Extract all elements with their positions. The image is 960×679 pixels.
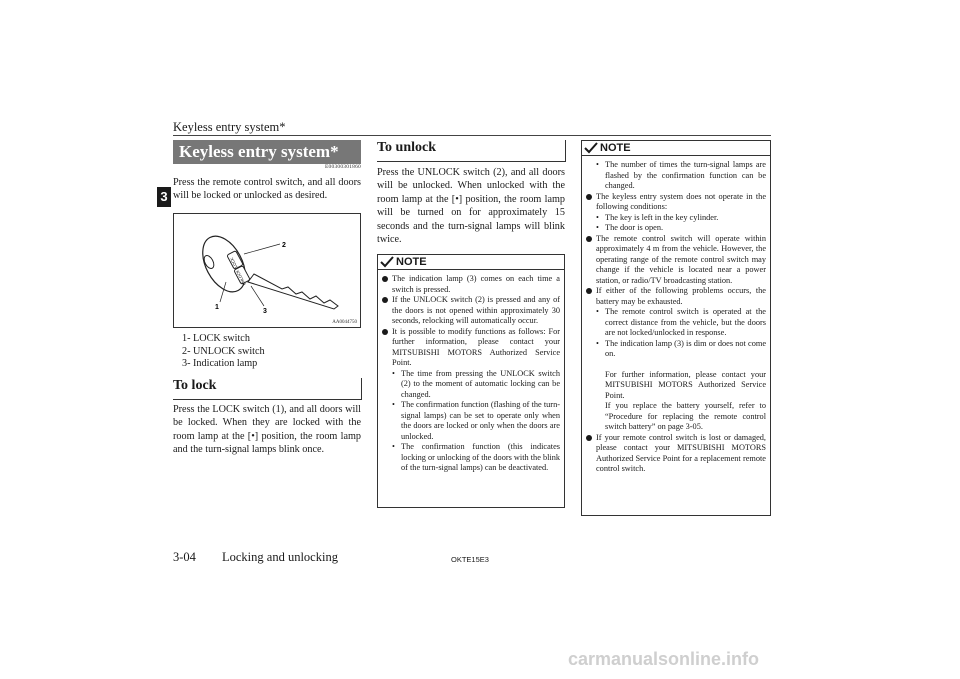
- note-bullet-text: The remote control switch will operate within approximately 4 m from the vehicle. However, the operating range of the remote control switch may change if the vehicle is located near a power station, or radio/TV broadcasting station.: [596, 233, 766, 285]
- note-bullet-text: It is possible to modify functions as follows: For further information, please contact your MITSUBISHI MOTORS Authorized Service Point.: [392, 326, 560, 367]
- intro-text: Press the remote control switch, and all doors will be locked or unlocked as desired.: [173, 177, 361, 202]
- note-paragraph: If you replace the battery yourself, refer to “Procedure for replacing the remote control switch battery” on page 3-05.: [605, 401, 766, 431]
- note-paragraph: For further information, please contact your MITSUBISHI MOTORS Authorized Service Point.: [605, 369, 766, 400]
- note-bullet-text: The keyless entry system does not operate in the following conditions:: [596, 191, 766, 211]
- note-box-1: [377, 254, 565, 508]
- legend-item: 3- Indication lamp: [182, 358, 258, 369]
- note-label: NOTE: [396, 256, 427, 268]
- note-subbullet-text: The number of times the turn-signal lamps are flashed by the confirmation function can be changed.: [605, 160, 766, 190]
- note-bullet: [586, 192, 766, 213]
- note-bullet: [382, 295, 560, 327]
- to-lock-heading: To lock: [173, 378, 362, 400]
- note-box-2: [581, 140, 771, 516]
- footer-code: OKTE15E3: [451, 555, 489, 564]
- note-bullet: [382, 327, 560, 369]
- sub-bullet-icon: •: [596, 212, 599, 222]
- chapter-tab: 3: [157, 187, 171, 207]
- note-subbullet-text: The confirmation function (this indicates locking or unlocking of the doors with the blink of the turn-signal lamps) can be deactivated.: [401, 442, 561, 472]
- bullet-icon: [382, 329, 388, 335]
- note-subbullet: [586, 307, 766, 339]
- section-title: Keyless entry system*: [173, 140, 361, 164]
- figure-id: AA0044750: [332, 320, 357, 325]
- bullet-icon: [382, 276, 388, 282]
- page-number: 3-04: [173, 550, 196, 564]
- callout-3: 3: [263, 308, 267, 315]
- note-subbullet-text: The remote control switch is operated at the correct distance from the vehicle, but the doors are not locked/unlocked in response.: [605, 307, 766, 337]
- section-code: E00300301860: [324, 164, 361, 170]
- running-header: Keyless entry system*: [173, 120, 286, 134]
- sub-bullet-icon: •: [596, 223, 599, 232]
- note-subbullet: [382, 442, 560, 474]
- note-subbullet-text: The time from pressing the UNLOCK switch (2) to the moment of automatic locking can be changed.: [401, 368, 560, 399]
- note-subbullet: [586, 213, 766, 224]
- sub-bullet-icon: •: [392, 442, 395, 451]
- note-bullet: [586, 234, 766, 287]
- note-bullet-text: If your remote control switch is lost or damaged, please contact your MITSUBISHI MOTORS Authorized Service Point for a replacement remote control switch.: [596, 432, 766, 473]
- legend-item: 2- UNLOCK switch: [182, 345, 265, 357]
- pencil-check-icon: [584, 142, 598, 154]
- note-subbullet-text: The indication lamp (3) is dim or does not come on.: [605, 338, 766, 358]
- note-header: [582, 141, 770, 156]
- sub-bullet-icon: •: [596, 307, 599, 316]
- callout-1: 1: [215, 304, 219, 311]
- key-figure: [173, 213, 361, 328]
- note-bullet-text: The indication lamp (3) comes on each time a switch is pressed.: [392, 274, 560, 294]
- pencil-check-icon: [380, 256, 394, 268]
- remote-key-illustration: [174, 214, 360, 327]
- note-header: [378, 255, 564, 270]
- to-unlock-heading: To unlock: [377, 140, 566, 162]
- note-subbullet: [382, 400, 560, 442]
- note-subbullet: [586, 160, 766, 192]
- note-subbullet-text: The key is left in the key cylinder.: [605, 212, 719, 222]
- sub-bullet-icon: •: [596, 160, 599, 169]
- note-subbullet-text: The door is open.: [605, 223, 664, 232]
- to-lock-text: Press the LOCK switch (1), and all doors will be locked. When they are locked with the room lamp at the [•] position, the room lamp and the turn-signal lamps blink once.: [173, 404, 361, 456]
- bullet-icon: [382, 297, 388, 303]
- note-subbullet: [382, 369, 560, 401]
- note-subbullet-text: The confirmation function (flashing of the turn-signal lamps) can be set to operate only when the doors are locked or only when the doors are unlocked.: [401, 400, 560, 441]
- bullet-icon: [586, 236, 592, 242]
- sub-bullet-icon: •: [392, 400, 395, 409]
- figure-legend: [182, 333, 265, 371]
- spacer: [586, 360, 766, 370]
- note-bullet: [382, 274, 560, 295]
- callout-2: 2: [282, 242, 286, 249]
- note-bullet-text: If either of the following problems occurs, the battery may be exhausted.: [596, 286, 766, 306]
- lock-button-label: LOCK: [228, 256, 239, 269]
- footer-section: Locking and unlocking: [222, 550, 338, 564]
- unlock-button-label: UNLOCK: [234, 269, 247, 287]
- legend-item: 1- LOCK switch: [182, 333, 250, 344]
- sub-bullet-icon: •: [596, 338, 599, 348]
- watermark: carmanualsonline.info: [568, 649, 760, 669]
- note-bullet: [586, 286, 766, 307]
- bullet-icon: [586, 435, 592, 441]
- note-bullet-text: If the UNLOCK switch (2) is pressed and any of the doors is not opened within approximately 30 seconds, relocking will automatically occur.: [392, 295, 560, 325]
- note-subbullet: [586, 223, 766, 234]
- note-subbullet: [586, 339, 766, 360]
- note-bullet: [586, 433, 766, 475]
- to-unlock-text: Press the UNLOCK switch (2), and all doors will be unlocked. When unlocked with the room lamp at the [•] position, the room lamp will be turned on for approximately 15 seconds and the turn-signal lamps will blink twice.: [377, 167, 565, 246]
- bullet-icon: [586, 194, 592, 200]
- bullet-icon: [586, 288, 592, 294]
- header-rule: [173, 135, 771, 136]
- note-label: NOTE: [600, 142, 631, 154]
- sub-bullet-icon: •: [392, 368, 395, 378]
